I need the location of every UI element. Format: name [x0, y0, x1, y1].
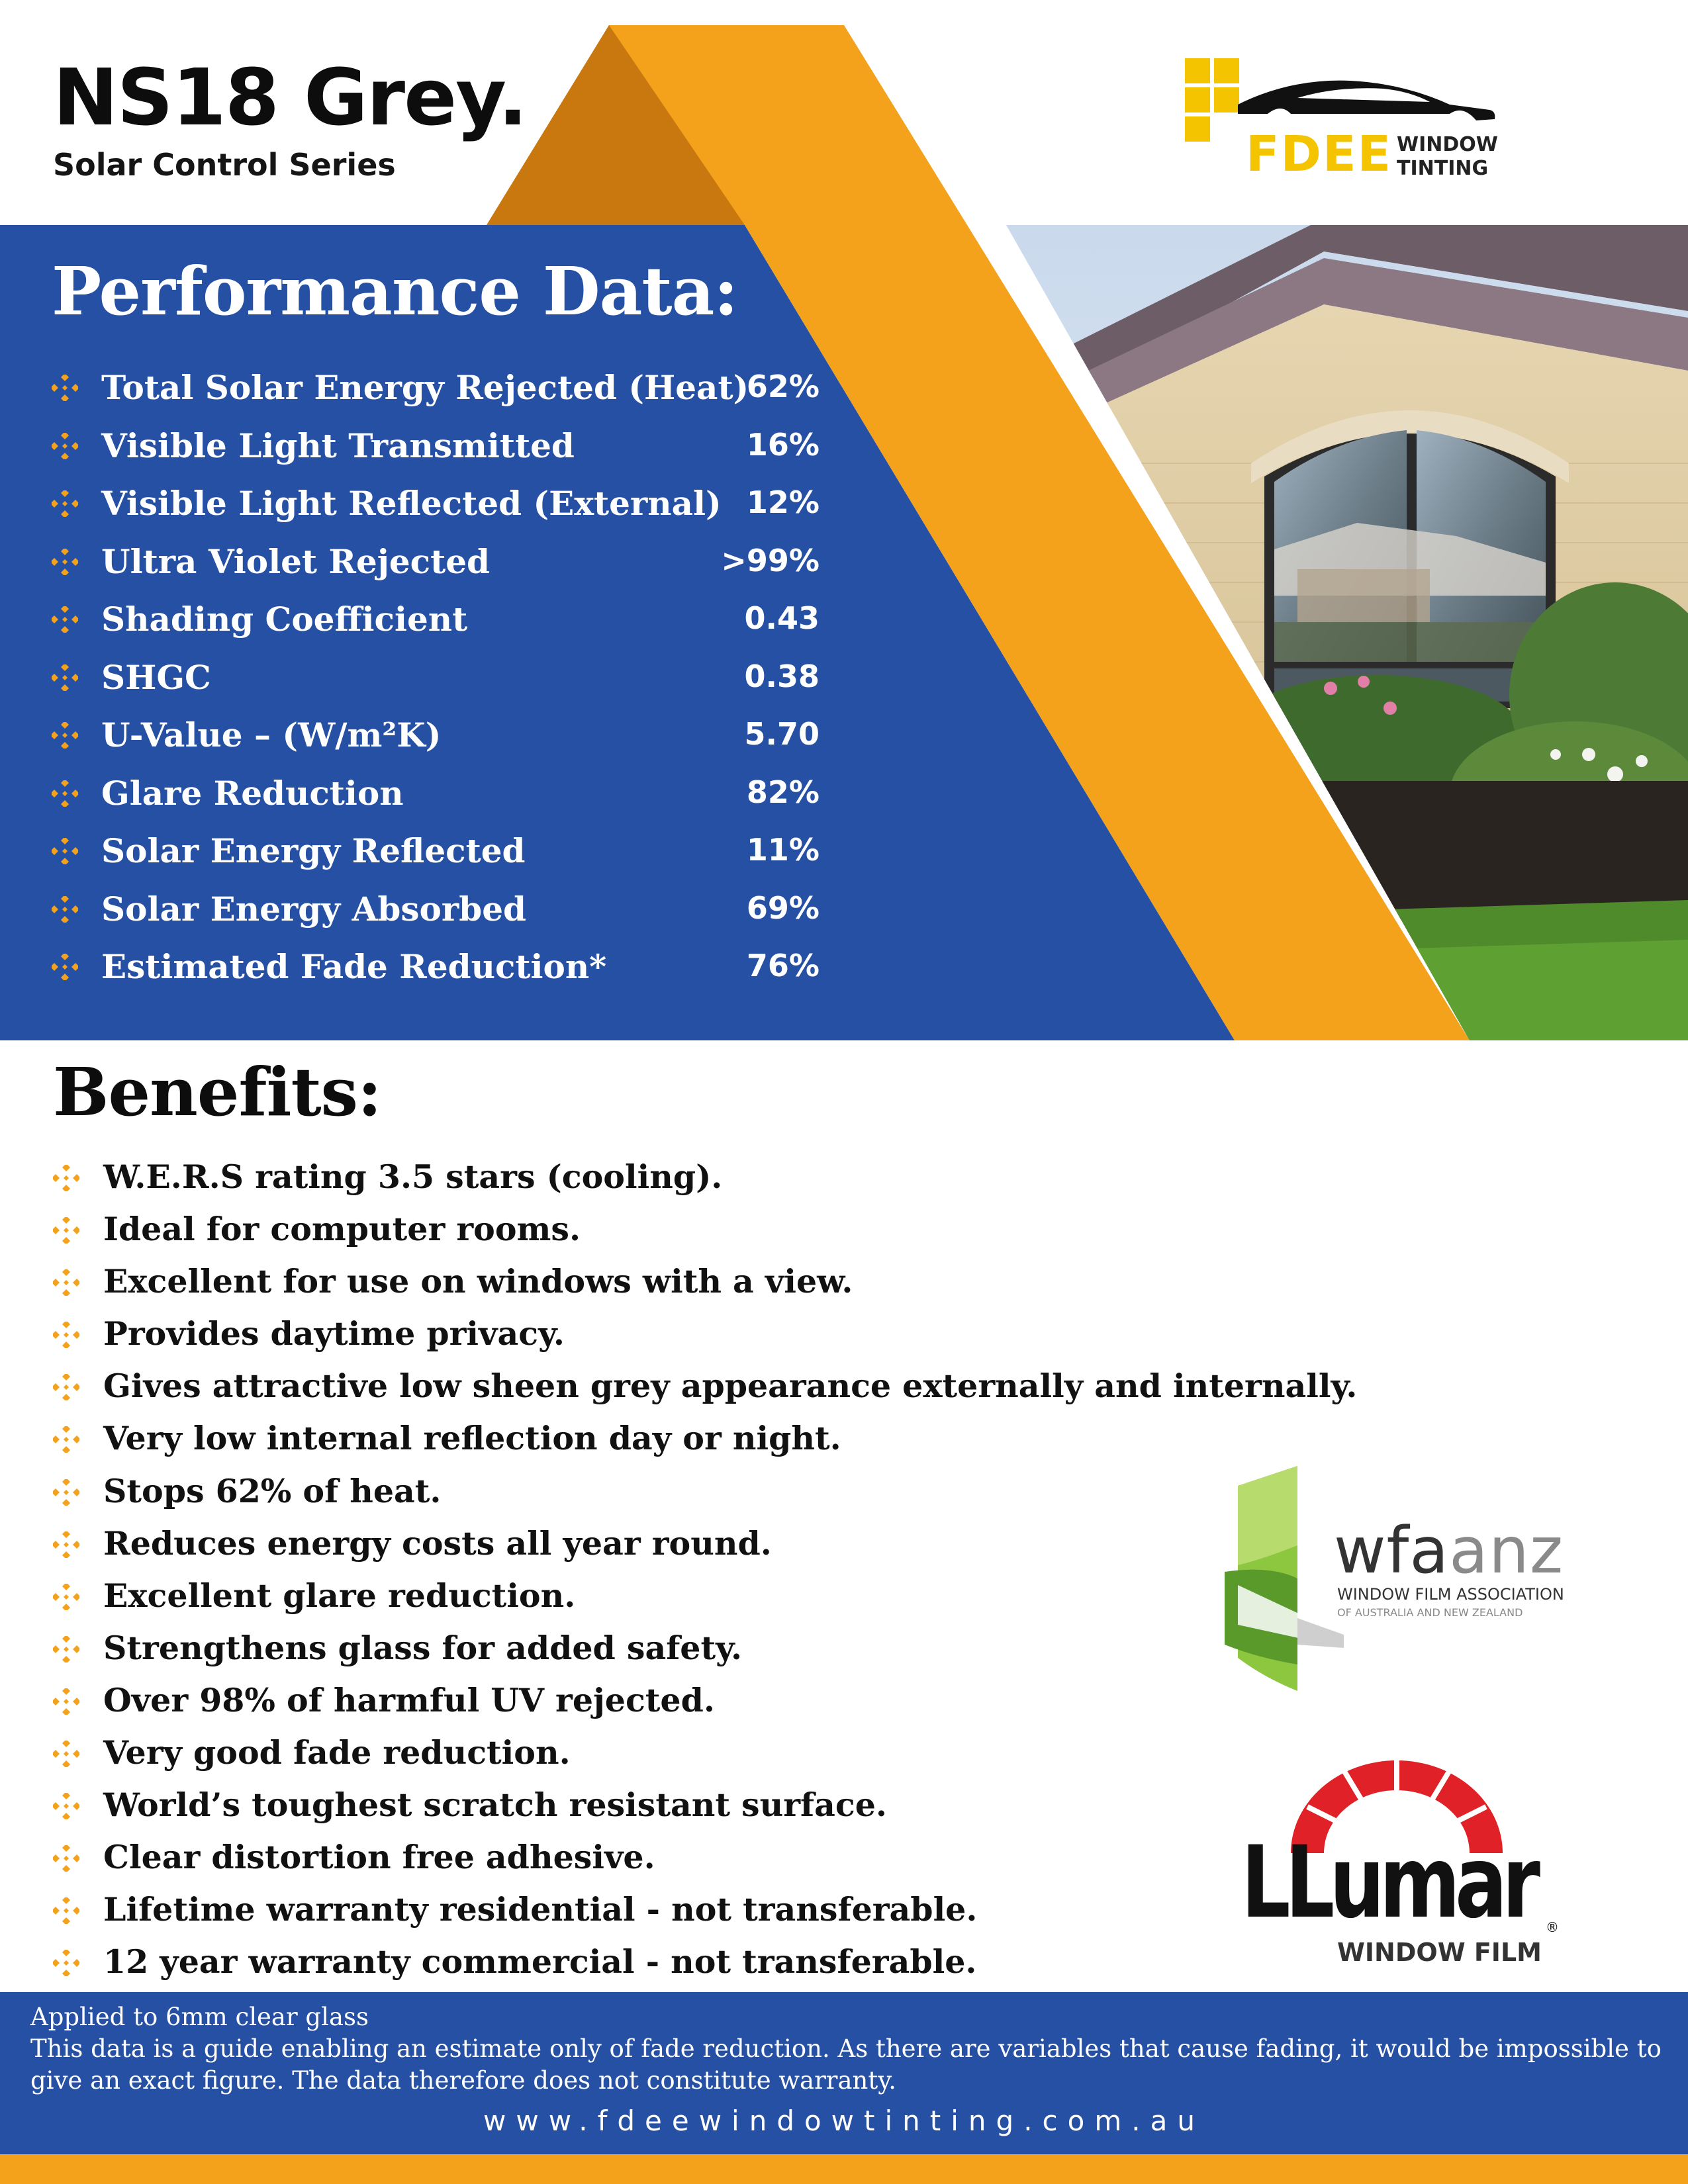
benefit-item — [53, 1212, 1311, 1264]
fdee-line2: TINTING — [1397, 157, 1489, 180]
four-diamond-cross-icon — [52, 664, 78, 691]
performance-value: 0.38 — [744, 658, 820, 694]
benefit-label: Excellent for use on windows with a view. — [103, 1262, 853, 1301]
four-diamond-cross-icon — [52, 490, 78, 517]
footer-line1: Applied to 6mm clear glass — [30, 2003, 369, 2031]
performance-row — [52, 774, 820, 832]
page-subtitle: Solar Control Series — [53, 147, 396, 183]
performance-label: Total Solar Energy Rejected (Heat) — [101, 368, 749, 407]
performance-value: 11% — [746, 832, 820, 868]
four-diamond-cross-icon — [53, 1479, 79, 1506]
benefit-label: W.E.R.S rating 3.5 stars (cooling). — [103, 1158, 723, 1196]
benefit-label: Very good fade reduction. — [103, 1733, 571, 1772]
performance-label: Shading Coefficient — [101, 600, 468, 639]
llumar-logo — [1231, 1754, 1562, 1972]
benefit-item — [53, 1160, 1311, 1212]
performance-value: 69% — [746, 889, 820, 926]
four-diamond-cross-icon — [53, 1636, 79, 1662]
four-diamond-cross-icon — [53, 1950, 79, 1976]
benefit-item — [53, 1367, 1358, 1421]
performance-heading: Performance Data: — [52, 252, 738, 330]
performance-list — [52, 368, 820, 1005]
performance-value: 76% — [746, 948, 820, 983]
performance-label: Estimated Fade Reduction* — [101, 947, 607, 986]
footer-url[interactable]: www.fdeewindowtinting.com.au — [483, 2105, 1205, 2137]
four-diamond-cross-icon — [53, 1845, 79, 1872]
four-diamond-cross-icon — [53, 1374, 79, 1400]
four-diamond-cross-icon — [53, 1897, 79, 1924]
benefit-label: World’s toughest scratch resistant surface. — [103, 1786, 887, 1825]
performance-label: Solar Energy Reflected — [101, 831, 526, 870]
benefit-label: Strengthens glass for added safety. — [103, 1628, 742, 1667]
benefit-label: Over 98% of harmful UV rejected. — [103, 1680, 715, 1719]
benefit-item — [53, 1788, 1311, 1840]
wfaanz-brand-a: wfa — [1334, 1514, 1450, 1588]
performance-label: Visible Light Transmitted — [101, 426, 575, 465]
llumar-tagline: WINDOW FILM — [1337, 1938, 1542, 1967]
benefit-item — [53, 1471, 1311, 1526]
four-diamond-cross-icon — [53, 1741, 79, 1767]
wfaanz-brand-b: anz — [1449, 1514, 1564, 1588]
benefit-label: Clear distortion free adhesive. — [103, 1838, 655, 1877]
performance-value: 16% — [746, 426, 820, 463]
four-diamond-cross-icon — [53, 1217, 79, 1244]
performance-row — [52, 715, 820, 774]
four-diamond-cross-icon — [52, 375, 78, 401]
benefit-label: Ideal for computer rooms. — [103, 1210, 581, 1249]
four-diamond-cross-icon — [53, 1165, 79, 1191]
performance-label: U-Value – (W/m²K) — [101, 715, 442, 754]
performance-value: 62% — [746, 369, 820, 404]
four-diamond-cross-icon — [53, 1269, 79, 1296]
benefit-item — [53, 1316, 1311, 1369]
performance-row — [52, 542, 820, 600]
four-diamond-cross-icon — [53, 1688, 79, 1715]
benefit-item — [53, 1892, 1311, 1944]
fdee-logo — [1185, 58, 1503, 191]
benefit-item — [53, 1840, 1311, 1892]
wfaanz-logo — [1211, 1466, 1582, 1691]
wfaanz-logo-mark — [1211, 1466, 1344, 1691]
benefit-label: Reduces energy costs all year round. — [103, 1524, 772, 1563]
performance-value: 0.43 — [744, 600, 820, 636]
benefit-item — [53, 1526, 1311, 1578]
performance-label: Glare Reduction — [101, 773, 404, 813]
benefits-list — [53, 1158, 1358, 1997]
fdee-brand-text: FDEE — [1246, 126, 1393, 183]
performance-value: 5.70 — [744, 716, 820, 752]
four-diamond-cross-icon — [52, 896, 78, 923]
performance-value: 12% — [746, 484, 820, 520]
wfaanz-line1: WINDOW FILM ASSOCIATION — [1337, 1585, 1564, 1604]
performance-row — [52, 484, 820, 542]
four-diamond-cross-icon — [53, 1426, 79, 1453]
performance-row — [52, 368, 820, 426]
four-diamond-cross-icon — [53, 1322, 79, 1348]
footer-line2: This data is a guide enabling an estimate only of fade reduction. As there are variables that cause fading, it would be impossible to give an exact figure. The data therefore does not constitute warranty. — [30, 2034, 1662, 2095]
benefit-label: 12 year warranty commercial - not transferable. — [103, 1942, 977, 1981]
performance-row — [52, 947, 820, 1005]
performance-row — [52, 658, 820, 716]
benefit-label: Gives attractive low sheen grey appearance externally and internally. — [103, 1367, 1358, 1406]
benefit-item — [53, 1628, 1311, 1683]
performance-label: SHGC — [101, 657, 211, 697]
page-title: NS18 Grey. — [53, 52, 527, 143]
fdee-line1: WINDOW — [1397, 133, 1498, 156]
benefit-item — [53, 1680, 1311, 1735]
four-diamond-cross-icon — [53, 1793, 79, 1819]
benefits-heading: Benefits: — [53, 1053, 381, 1131]
four-diamond-cross-icon — [52, 954, 78, 980]
performance-row — [52, 889, 820, 948]
four-diamond-cross-icon — [52, 838, 78, 864]
benefit-label: Lifetime warranty residential - not transferable. — [103, 1890, 978, 1929]
four-diamond-cross-icon — [52, 722, 78, 749]
llumar-brand: LLumar — [1241, 1825, 1536, 1940]
performance-label: Ultra Violet Rejected — [101, 541, 490, 581]
performance-row — [52, 426, 820, 484]
performance-row — [52, 600, 820, 658]
performance-label: Solar Energy Absorbed — [101, 889, 526, 929]
bottom-orange-strip — [0, 2154, 1688, 2184]
four-diamond-cross-icon — [52, 433, 78, 459]
wfaanz-line2: OF AUSTRALIA AND NEW ZEALAND — [1337, 1606, 1523, 1619]
performance-label: Visible Light Reflected (External) — [101, 484, 722, 523]
four-diamond-cross-icon — [52, 549, 78, 575]
benefit-label: Provides daytime privacy. — [103, 1314, 565, 1353]
performance-value: >99% — [721, 542, 820, 578]
four-diamond-cross-icon — [53, 1531, 79, 1558]
benefit-label: Very low internal reflection day or night. — [103, 1419, 841, 1458]
benefit-label: Excellent glare reduction. — [103, 1576, 576, 1615]
four-diamond-cross-icon — [52, 606, 78, 633]
benefit-item — [53, 1421, 1311, 1473]
footer-text — [30, 2001, 1665, 2097]
benefit-item — [53, 1735, 1311, 1788]
four-diamond-cross-icon — [53, 1584, 79, 1610]
four-diamond-cross-icon — [52, 780, 78, 807]
benefit-item — [53, 1944, 1311, 1997]
benefit-item — [53, 1578, 1311, 1631]
benefit-label: Stops 62% of heat. — [103, 1471, 442, 1510]
performance-value: 82% — [746, 774, 820, 810]
benefit-item — [53, 1264, 1311, 1316]
llumar-registered: ® — [1546, 1919, 1559, 1935]
performance-row — [52, 831, 820, 889]
